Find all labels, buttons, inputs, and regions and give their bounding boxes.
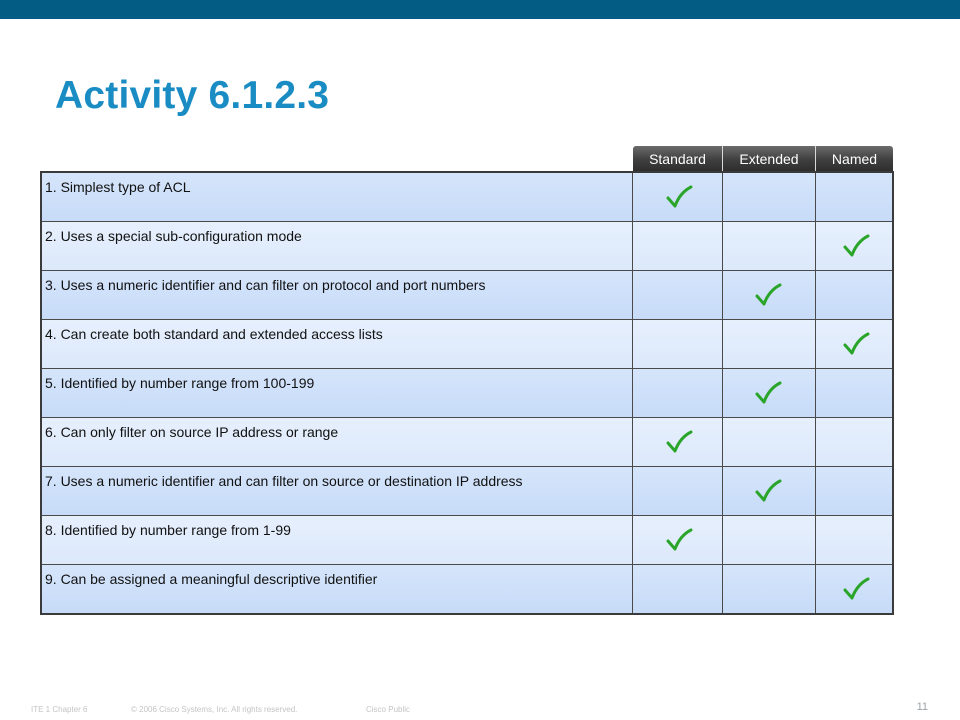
row-description: 9. Can be assigned a meaningful descriptive identifier: [42, 565, 633, 613]
answer-cell-standard[interactable]: [633, 418, 723, 466]
answer-cell-extended[interactable]: [723, 565, 816, 613]
answer-cell-standard[interactable]: [633, 369, 723, 417]
answer-cell-named[interactable]: [816, 565, 892, 613]
table-row: [42, 516, 892, 565]
row-description: 8. Identified by number range from 1-99: [42, 516, 633, 564]
row-description: 1. Simplest type of ACL: [42, 173, 633, 221]
row-description: 2. Uses a special sub-configuration mode: [42, 222, 633, 270]
checkmark-icon: [843, 577, 871, 603]
answer-cell-named[interactable]: [816, 271, 892, 319]
checkmark-icon: [666, 430, 694, 456]
column-header-standard: Standard: [633, 146, 723, 171]
answer-cell-standard[interactable]: [633, 565, 723, 613]
answer-cell-standard[interactable]: [633, 516, 723, 564]
footer-chapter: ITE 1 Chapter 6: [31, 705, 88, 714]
table-row: [42, 467, 892, 516]
checkmark-icon: [755, 479, 783, 505]
answer-cell-named[interactable]: [816, 467, 892, 515]
answer-cell-named[interactable]: [816, 173, 892, 221]
answer-cell-extended[interactable]: [723, 516, 816, 564]
table-row: [42, 369, 892, 418]
row-description: 3. Uses a numeric identifier and can filter on protocol and port numbers: [42, 271, 633, 319]
answer-cell-extended[interactable]: [723, 418, 816, 466]
checkmark-icon: [843, 234, 871, 260]
checkmark-icon: [755, 381, 783, 407]
answer-cell-named[interactable]: [816, 222, 892, 270]
acl-activity-table: [40, 171, 894, 615]
answer-cell-named[interactable]: [816, 320, 892, 368]
answer-cell-extended[interactable]: [723, 320, 816, 368]
footer-copyright: © 2006 Cisco Systems, Inc. All rights reserved.: [131, 705, 298, 714]
answer-cell-extended[interactable]: [723, 222, 816, 270]
answer-cell-named[interactable]: [816, 516, 892, 564]
answer-cell-standard[interactable]: [633, 222, 723, 270]
checkmark-icon: [843, 332, 871, 358]
checkmark-icon: [666, 185, 694, 211]
answer-cell-standard[interactable]: [633, 271, 723, 319]
column-header-extended: Extended: [723, 146, 816, 171]
checkmark-icon: [666, 528, 694, 554]
answer-cell-named[interactable]: [816, 418, 892, 466]
table-row: [42, 565, 892, 613]
answer-cell-extended[interactable]: [723, 369, 816, 417]
top-banner: [0, 0, 960, 19]
answer-cell-standard[interactable]: [633, 467, 723, 515]
table-row: [42, 320, 892, 369]
page-number: 11: [916, 701, 928, 713]
checkmark-icon: [755, 283, 783, 309]
row-description: 5. Identified by number range from 100-199: [42, 369, 633, 417]
table-row: [42, 271, 892, 320]
answer-cell-extended[interactable]: [723, 271, 816, 319]
footer-classification: Cisco Public: [366, 705, 411, 714]
column-headers: [633, 146, 893, 171]
column-header-named: Named: [816, 146, 893, 171]
answer-cell-extended[interactable]: [723, 173, 816, 221]
answer-cell-standard[interactable]: [633, 320, 723, 368]
row-description: 4. Can create both standard and extended access lists: [42, 320, 633, 368]
answer-cell-standard[interactable]: [633, 173, 723, 221]
table-row: [42, 222, 892, 271]
answer-cell-extended[interactable]: [723, 467, 816, 515]
table-row: [42, 418, 892, 467]
table-row: [42, 173, 892, 222]
slide-title: Activity 6.1.2.3: [55, 74, 330, 117]
row-description: 7. Uses a numeric identifier and can filter on source or destination IP address: [42, 467, 633, 515]
row-description: 6. Can only filter on source IP address or range: [42, 418, 633, 466]
answer-cell-named[interactable]: [816, 369, 892, 417]
